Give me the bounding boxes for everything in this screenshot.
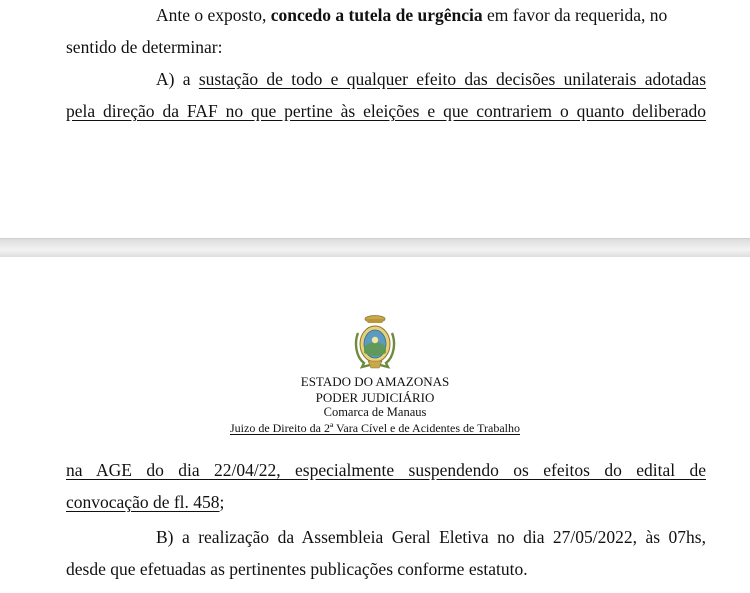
text-run: ; bbox=[219, 492, 225, 512]
underlined-text: sustação de todo e qualquer efeito das decisões unilaterais adotadas bbox=[198, 69, 707, 89]
item-a-cont-line-1: na AGE do dia 22/04/22, especialmente suspendendo os efeitos do edital de bbox=[66, 460, 706, 480]
item-b-line-1: B) a realização da Assembleia Geral Eletiva no dia 27/05/2022, às 07hs, bbox=[156, 527, 706, 547]
header-state: ESTADO DO AMAZONAS bbox=[300, 374, 450, 389]
item-a-cont-line-2 bbox=[66, 486, 706, 518]
paragraph-line bbox=[66, 0, 706, 31]
item-a-line-2: pela direção da FAF no que pertine às eleições e que contrariem o quanto deliberado bbox=[66, 101, 706, 121]
item-b-line-2: desde que efetuadas as pertinentes publicações conforme estatuto. bbox=[66, 559, 528, 579]
page-separator bbox=[0, 238, 750, 258]
item-b bbox=[66, 521, 706, 585]
text-run: Ante o exposto, bbox=[156, 5, 271, 25]
item-a bbox=[66, 63, 706, 127]
item-a-prefix: A) a bbox=[156, 69, 199, 89]
item-a-line-1 bbox=[66, 63, 706, 95]
text-run: em favor da requerida, no bbox=[482, 5, 668, 25]
ruling-paragraph bbox=[66, 0, 706, 63]
coat-of-arms-icon bbox=[348, 313, 402, 371]
item-a-continuation bbox=[66, 454, 706, 518]
underlined-text: convocação de fl. 458 bbox=[66, 492, 220, 512]
header-district: Comarca de Manaus bbox=[323, 405, 427, 419]
header-judiciary: PODER JUDICIÁRIO bbox=[315, 389, 435, 405]
court-letterhead bbox=[0, 313, 750, 436]
bold-text: concedo a tutela de urgência bbox=[270, 5, 483, 25]
header-court: Juizo de Direito da 2ª Vara Cível e de Acidentes de Trabalho bbox=[229, 420, 521, 435]
paragraph-line: sentido de determinar: bbox=[66, 37, 223, 57]
